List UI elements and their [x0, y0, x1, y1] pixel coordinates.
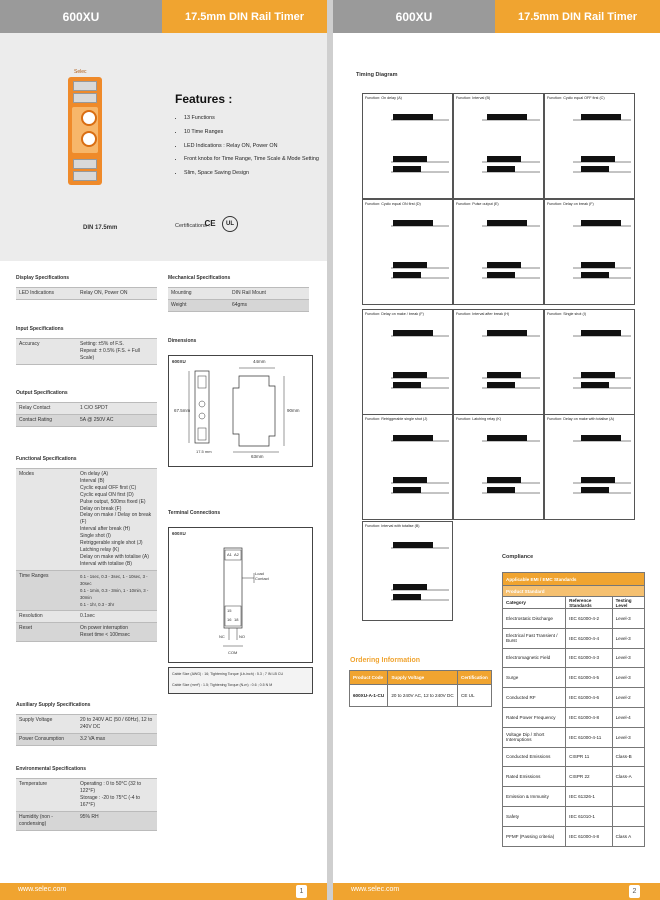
time-range-knob — [81, 110, 97, 126]
spec-value: 0.1 - 1sec, 0.3 - 3sec, 1 - 10sec, 3 - 30sec 0.1 - 1min, 0.3 - 3min, 1 - 10min, 3 - 30min 0.1 - 1hr, 0.3 - 3hr — [77, 570, 157, 610]
footer-url[interactable]: www.selec.com — [351, 886, 400, 893]
waveform — [545, 425, 634, 515]
feature-item: • Front knobs for Time Range, Time Scale & Mode Setting — [184, 153, 319, 167]
section-title: Auxiliary Supply Specifications — [16, 702, 91, 708]
section-title: Display Specifications — [16, 275, 70, 281]
page-header — [0, 0, 327, 33]
level-cell: Class A — [612, 826, 644, 846]
waveform — [454, 320, 543, 410]
spec-key: Temperature — [16, 779, 77, 812]
category-cell: Safety — [503, 806, 566, 826]
header-model: 600XU — [0, 0, 162, 33]
section-title: Input Specifications — [16, 326, 64, 332]
section-title: Output Specifications — [16, 390, 68, 396]
category-cell: Rated Emissions — [503, 767, 566, 787]
terminal-block-top — [73, 81, 97, 91]
waveform — [454, 104, 543, 194]
column-header: Testing Level — [612, 597, 644, 609]
spec-key: Relay Contact — [16, 403, 77, 415]
ordering-table — [349, 670, 492, 707]
table-row — [16, 339, 157, 365]
table-row — [168, 288, 309, 300]
column-header: Certification — [458, 671, 492, 685]
table-row — [16, 715, 157, 734]
waveform — [545, 320, 634, 410]
spec-value: On power interruption Reset time < 100msec — [77, 622, 157, 641]
category-cell: Conducted Emissions — [503, 747, 566, 767]
spec-value: Setting: ±5% of F.S. Repeat: ± 0.5% (F.S. + Full Scale) — [77, 339, 157, 365]
table-row — [503, 806, 645, 826]
section-title: Environmental Specifications — [16, 766, 87, 772]
supply-voltage: 20 to 240V AC, 12 to 240V DC — [388, 685, 458, 707]
com-label: COM — [228, 650, 238, 655]
input-specs — [16, 326, 157, 365]
category-cell: Electrical Fast Transient / Burst — [503, 628, 566, 648]
features-list — [172, 112, 319, 181]
timing-cell — [453, 93, 544, 199]
ce-mark: CE — [204, 219, 216, 228]
certifications-label: Certifications : — [175, 223, 210, 229]
column-header: Supply Voltage — [388, 671, 458, 685]
standard-cell: IEC 61000-4-3 — [566, 648, 612, 668]
cable-note: Cable Size (mm²) : 1.5; Tightening Torque (N-m) : 0.6 ; 0.5 N M — [172, 683, 273, 687]
spec-key: Weight — [168, 300, 229, 312]
spec-key: Modes — [16, 469, 77, 571]
spec-key: Humidity (non - condensing) — [16, 812, 77, 831]
auxiliary-table — [16, 714, 157, 746]
timing-cell — [362, 309, 453, 415]
terminal-model: 600XU — [172, 531, 186, 536]
spec-value: 1 C/O SPDT — [77, 403, 157, 415]
standard-cell: IEC 61000-4-4 — [566, 628, 612, 648]
brand-logo: Selec — [74, 69, 87, 75]
product-hero — [0, 33, 327, 261]
spec-value: DIN Rail Mount — [229, 288, 309, 300]
table-row — [503, 668, 645, 688]
page-number: 1 — [296, 885, 307, 898]
page-footer — [333, 883, 660, 900]
timing-cell-label: Function: Interval with totalise (B) — [365, 524, 420, 528]
compliance-table — [502, 572, 645, 847]
waveform — [545, 210, 634, 300]
header-model: 600XU — [333, 0, 495, 33]
ul-mark: UL — [222, 216, 238, 232]
feature-item: • LED Indications : Relay ON, Power ON — [184, 140, 319, 154]
standard-cell: IEC 61000-4-8 — [566, 826, 612, 846]
category-cell: PFMF (Passing criteria) — [503, 826, 566, 846]
timing-cell — [362, 414, 453, 520]
spec-value: Operating : 0 to 50°C (32 to 122°F) Storage : -20 to 75°C (-4 to 167°F) — [77, 779, 157, 812]
section-title: Mechanical Specifications — [168, 275, 231, 281]
timing-cell — [544, 199, 635, 305]
level-cell — [612, 787, 644, 807]
spec-key: Accuracy — [16, 339, 77, 365]
timing-cell-label: Function: Retriggerable single shot (J) — [365, 417, 428, 421]
terminal-block-bottom-2 — [73, 171, 97, 181]
waveform — [363, 210, 452, 300]
certification: CE UL — [458, 685, 492, 707]
standard-cell: CISPR 22 — [566, 767, 612, 787]
table-row — [503, 688, 645, 708]
table-row — [16, 570, 157, 610]
level-cell: Level-4 — [612, 707, 644, 727]
table-row — [503, 609, 645, 629]
standard-cell: CISPR 11 — [566, 747, 612, 767]
waveform — [545, 104, 634, 194]
output-table — [16, 402, 157, 427]
environmental-table — [16, 778, 157, 831]
spec-key: Time Ranges — [16, 570, 77, 610]
spec-key: LED Indications — [16, 288, 77, 300]
table-row — [16, 469, 157, 571]
table-row — [16, 610, 157, 622]
dimensions-section — [168, 338, 196, 350]
features-title: Features : — [175, 92, 233, 106]
product-image — [68, 77, 102, 185]
spec-value: 5A @ 250V AC — [77, 415, 157, 427]
level-cell: Level-3 — [612, 628, 644, 648]
table-row — [16, 622, 157, 641]
timing-cell — [362, 93, 453, 199]
table-row — [503, 826, 645, 846]
table-row — [503, 727, 645, 747]
page-footer — [0, 883, 327, 900]
timing-cell — [453, 309, 544, 415]
header-title: 17.5mm DIN Rail Timer — [162, 0, 327, 33]
timing-cell — [362, 199, 453, 305]
waveform — [454, 425, 543, 515]
auxiliary-specs — [16, 702, 157, 746]
table-row — [503, 707, 645, 727]
timing-cell — [362, 521, 453, 621]
level-cell: Class-A — [612, 767, 644, 787]
wiring-diagram — [169, 528, 312, 662]
display-specs — [16, 275, 157, 300]
display-table — [16, 287, 157, 300]
page-1 — [0, 0, 327, 900]
product-caption: DIN 17.5mm — [83, 225, 118, 231]
cable-note: Cable Size (AWG) : 16; Tightening Torque (Lb-inch) : 5.3 ; 7 IN LB CU — [172, 672, 284, 676]
spec-value: Relay ON, Power ON — [77, 288, 157, 300]
product-face — [72, 107, 98, 153]
terminal-label: A1 — [227, 552, 232, 557]
timing-cell — [544, 93, 635, 199]
category-cell: Electrostatic Discharge — [503, 609, 566, 629]
compliance-banner: Applicable EMI / EMC Standards — [503, 573, 645, 586]
table-header-row — [503, 597, 645, 609]
timing-cell-label: Function: Delay on make with totalise (A) — [547, 417, 615, 421]
column-header: Category — [503, 597, 566, 609]
level-cell: Level-3 — [612, 609, 644, 629]
level-cell: Class-B — [612, 747, 644, 767]
feature-item: • 13 Functions — [184, 112, 319, 126]
section-title: Dimensions — [168, 338, 197, 344]
timing-cell-label: Function: Delay on break (F) — [547, 202, 594, 206]
timing-cell-label: Function: Single shot (I) — [547, 312, 586, 316]
banner-row — [503, 586, 645, 597]
timing-cell — [544, 414, 635, 520]
table-row — [350, 685, 492, 707]
section-title: Functional Specifications — [16, 456, 77, 462]
standard-cell: IEC 61000-4-6 — [566, 688, 612, 708]
terminal-label: 18 — [234, 617, 239, 622]
table-row — [16, 779, 157, 812]
level-cell: Level-3 — [612, 648, 644, 668]
timing-cell-label: Function: Delay on make / break (F) — [365, 312, 424, 316]
feature-item: • Slim, Space Saving Design — [184, 167, 319, 181]
timing-cell-label: Function: On delay (A) — [365, 96, 402, 100]
spec-value: 20 to 240V AC (50 / 60Hz), 12 to 240V DC — [77, 715, 157, 734]
terminal-label: A2 — [234, 552, 239, 557]
waveform — [363, 425, 452, 515]
table-row — [503, 628, 645, 648]
level-cell — [612, 806, 644, 826]
mechanical-table — [168, 287, 309, 312]
terminal-label: 15 — [227, 608, 232, 613]
timing-cell-label: Function: Pulse output (E) — [456, 202, 499, 206]
ordering-title: Ordering Information — [350, 657, 420, 664]
no-label: NO — [239, 634, 245, 639]
dimensions-drawing — [168, 355, 313, 467]
level-cell: Level-2 — [612, 688, 644, 708]
spec-value: 0.1sec — [77, 610, 157, 622]
compliance-title: Compliance — [502, 554, 534, 560]
waveform — [363, 320, 452, 410]
environmental-specs — [16, 766, 157, 831]
table-row — [503, 648, 645, 668]
footer-url[interactable]: www.selec.com — [18, 886, 67, 893]
page-number: 2 — [629, 885, 640, 898]
functional-table — [16, 468, 157, 642]
terminal-block-bottom — [73, 159, 97, 169]
output-specs — [16, 390, 157, 427]
category-cell: Electromagnetic Field — [503, 648, 566, 668]
table-row — [503, 787, 645, 807]
feature-item: • 10 Time Ranges — [184, 126, 319, 140]
spec-key: Mounting — [168, 288, 229, 300]
category-cell: Emission & Immunity — [503, 787, 566, 807]
dimension-width-top: 44mm — [253, 359, 266, 364]
category-cell: Voltage Dip / Short Interruptions — [503, 727, 566, 747]
load-label: Load Contact — [255, 571, 269, 581]
waveform — [454, 210, 543, 300]
spec-value: 3.2 VA max — [77, 734, 157, 746]
timing-cell-label: Function: Interval after break (H) — [456, 312, 510, 316]
nc-label: NC — [219, 634, 225, 639]
spec-value: On delay (A) Interval (B) Cyclic equal OFF first (C) Cyclic equal ON first (D) Pulse output, 500ms fixed (E) Delay on break (F) Delay on make / Delay on break (F) Interval after break (H) Single shot (I) Retriggerable single shot (J) Latching relay (K) Delay on make with totalise (A) Interval with totalise (B) — [77, 469, 157, 571]
category-cell: Conducted RF — [503, 688, 566, 708]
column-header: Reference Standards — [566, 597, 612, 609]
spec-key: Resolution — [16, 610, 77, 622]
timing-cell — [453, 199, 544, 305]
timing-cell-label: Function: Latching relay (K) — [456, 417, 502, 421]
table-row — [16, 734, 157, 746]
table-header-row — [350, 671, 492, 685]
spec-value: 64gms — [229, 300, 309, 312]
terminal-drawing — [168, 527, 313, 663]
category-cell: Surge — [503, 668, 566, 688]
dimensions-model: 600XU — [172, 359, 186, 364]
standard-cell: IEC 61000-4-5 — [566, 668, 612, 688]
waveform — [363, 104, 452, 194]
level-cell: Level-3 — [612, 727, 644, 747]
category-cell: Rated Power Frequency — [503, 707, 566, 727]
page-header — [333, 0, 660, 33]
header-title: 17.5mm DIN Rail Timer — [495, 0, 660, 33]
terminal-section — [168, 510, 220, 522]
standard-cell: IEC 61326-1 — [566, 787, 612, 807]
timing-cell-label: Function: Interval (B) — [456, 96, 491, 100]
timing-diagram-title: Timing Diagram — [356, 72, 398, 78]
compliance-subbanner: Product Standard — [503, 586, 645, 597]
spec-value: 95% RH — [77, 812, 157, 831]
standard-cell: IEC 61000-4-11 — [566, 727, 612, 747]
input-table — [16, 338, 157, 365]
spec-key: Contact Rating — [16, 415, 77, 427]
waveform — [363, 532, 452, 622]
table-row — [16, 288, 157, 300]
timing-cell-label: Function: Cyclic equal OFF first (C) — [547, 96, 605, 100]
column-header: Product Code — [350, 671, 388, 685]
standard-cell: IEC 61010-1 — [566, 806, 612, 826]
product-code: 600XU-A-1-CU — [350, 685, 388, 707]
table-row — [16, 415, 157, 427]
timing-cell-label: Function: Cyclic equal ON first (D) — [365, 202, 421, 206]
dimension-width-bottom: 63mm — [251, 454, 264, 459]
functional-specs — [16, 456, 157, 642]
section-title: Terminal Connections — [168, 510, 221, 516]
dimension-height-right: 90mm — [287, 408, 300, 413]
table-row — [16, 812, 157, 831]
spec-key: Supply Voltage — [16, 715, 77, 734]
spec-key: Reset — [16, 622, 77, 641]
dimension-side: 17.5 mm — [196, 449, 212, 454]
timing-cell — [544, 309, 635, 415]
mode-knob — [81, 131, 97, 147]
cable-notes — [168, 667, 313, 694]
standard-cell: IEC 61000-4-2 — [566, 609, 612, 629]
mechanical-specs — [168, 275, 309, 312]
table-row — [503, 767, 645, 787]
table-row — [16, 403, 157, 415]
spec-key: Power Consumption — [16, 734, 77, 746]
table-row — [168, 300, 309, 312]
terminal-label: 16 — [227, 617, 232, 622]
timing-cell — [453, 414, 544, 520]
table-row — [503, 747, 645, 767]
dimension-height-left: 67.5mm — [174, 408, 191, 413]
standard-cell: IEC 61000-4-8 — [566, 707, 612, 727]
terminal-block-top-2 — [73, 93, 97, 103]
level-cell: Level-3 — [612, 668, 644, 688]
banner-row — [503, 573, 645, 586]
